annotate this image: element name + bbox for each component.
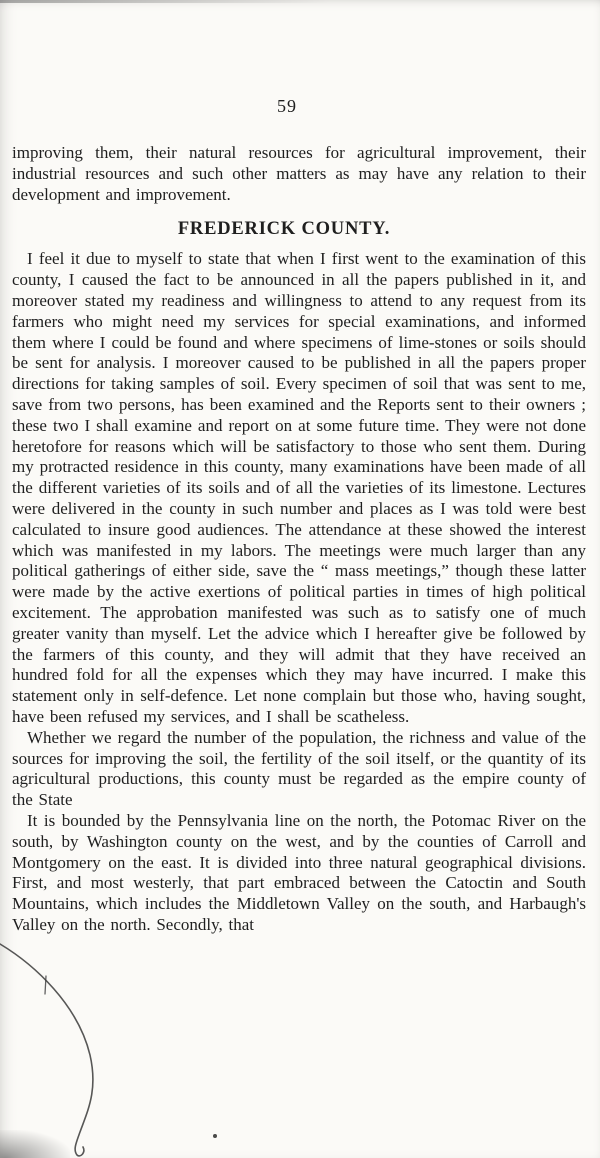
ink-dot (213, 1134, 217, 1138)
continuation-paragraph: improving them, their natural resources for agricultural improvement, their industrial resources and such other matters as may have any relation to their development and improvement. (12, 143, 586, 204)
page-number: 59 (277, 96, 297, 116)
body-paragraph-2: Whether we regard the number of the population, the richness and value of the sources for improving the soil, the fertility of the soil itself, or the quantity of its agricultural productions, this county must be regarded as the empire county of the State (12, 727, 586, 810)
section-heading: FREDERICK COUNTY. (177, 219, 391, 240)
corner-smudge (0, 1130, 70, 1158)
body-paragraph-1: I feel it due to myself to state that when I first went to the examination of this county, I caused the fact to be announced in all the papers published in it, and moreover stated my readiness and willingness to attend to any request from its farmers who might need my services for special examinations, and informed them where I could be found and where specimens of lime-stones or soils should be sent for analysis. I moreover caused to be published in all the papers proper directions for taking samples of soil. Every specimen of soil that was sent to me, save from two persons, has been examined and the Reports sent to their owners ; these two I shall examine and report on at some future time. They were not done heretofore for reasons which will be satisfactory to those who sent them. During my protracted residence in this county, many examinations have been made of all the different varieties of its soils and of all the varieties of its limestone. Lectures were delivered in the county in such number and places as I was told were best calculated to insure good audiences. The attendance at these showed the interest which was manifested in my labors. The meetings were much larger than any political gatherings of either side, save the “ mass meetings,” though these latter were made by the active exertions of political parties in times of high political excitement. The approbation manifested was such as to satisfy one of much greater vanity than myself. Let the advice which I hereafter give be followed by the farmers of this county, and they will admit that they have received an hundred fold for all the expenses which they may have incurred. I make this statement only in self-defence. Let none complain but those who, having sought, have been refused my services, and I shall be scatheless. (12, 249, 586, 726)
body-paragraph-3: It is bounded by the Pennsylvania line on the north, the Potomac River on the south, by Washington county on the west, and by the counties of Carroll and Montgomery on the east. It is divided into three natural geographical divisions. First, and most westerly, that part embraced between the Catoctin and South Mountains, which includes the Middletown Valley on the south, and Harbaugh's Valley on the north. Secondly, that (12, 810, 586, 934)
